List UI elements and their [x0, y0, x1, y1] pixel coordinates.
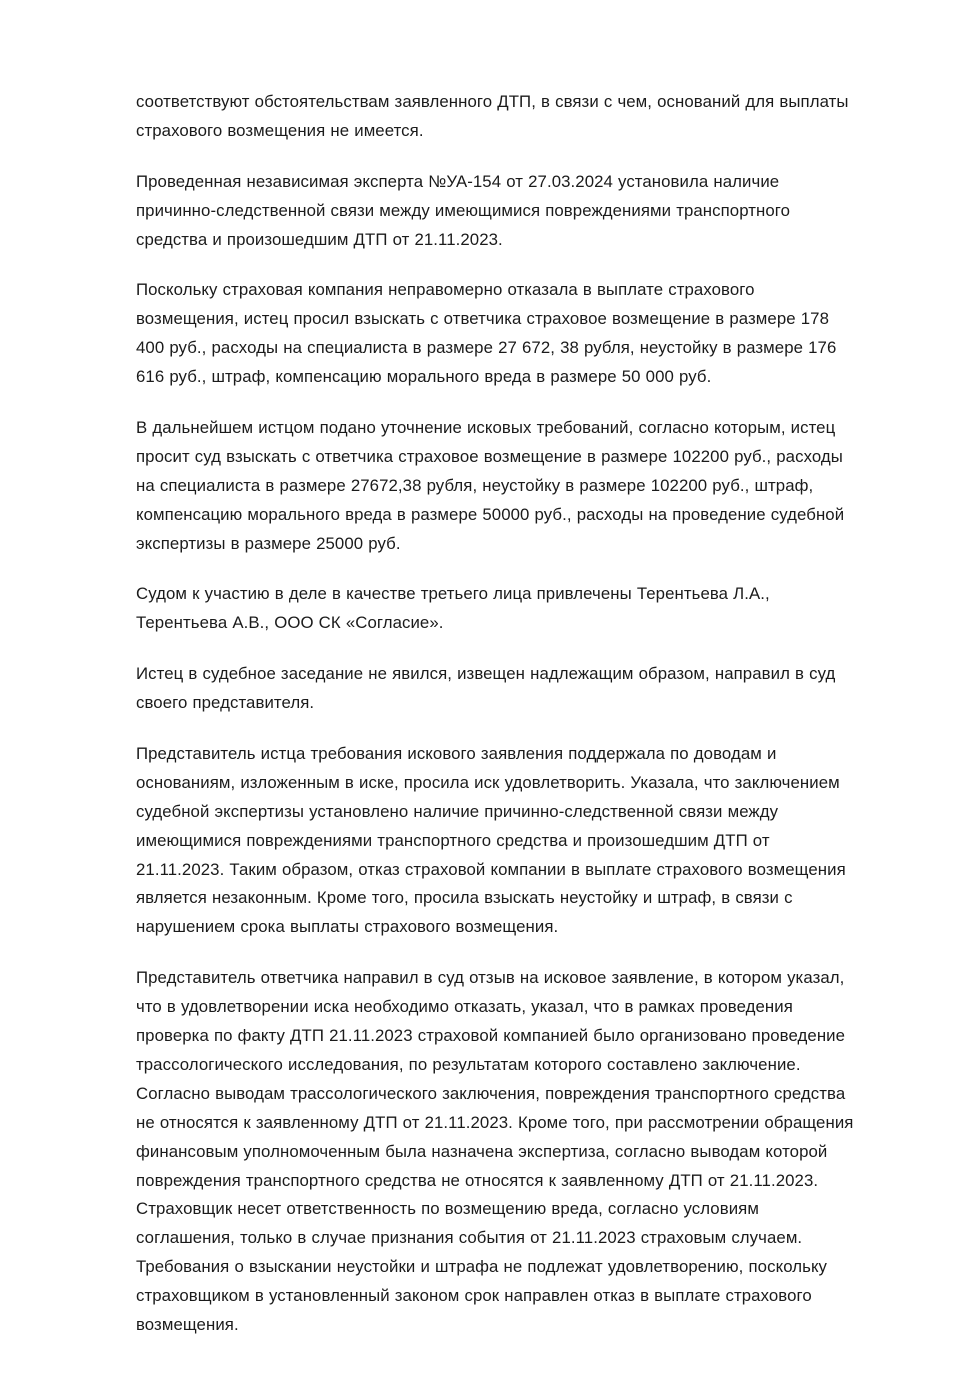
paragraph: Проведенная независимая эксперта №УА-154 от 27.03.2024 установила наличие причинно-следственной связи между имеющимися повреждениями транспортного средства и произошедшим ДТП от 21.11.2023. [136, 171, 791, 249]
paragraph: соответствуют обстоятельствам заявленного ДТП, в связи с чем, оснований для выплаты страхового возмещения не имеется. [136, 92, 849, 140]
document-body [136, 88, 854, 1340]
paragraph: Поскольку страховая компания неправомерно отказала в выплате страхового возмещения, истец просил взыскать с ответчика страховое возмещение в размере 178 400 руб., расходы на специалиста в размере 27 672, 38 рубля, неустойку в размере 176 616 руб., штраф, компенсацию морального вреда в размере 50 000 руб. [136, 280, 837, 387]
paragraph: В дальнейшем истцом подано уточнение исковых требований, согласно которым, истец просит суд взыскать с ответчика страховое возмещение в размере 102200 руб., расходы на специалиста в размере 27672,38 рубля, неустойку в размере 102200 руб., штраф, компенсацию морального вреда в размере 50000 руб., расходы на проведение судебной экспертизы в размере 25000 руб. [136, 418, 845, 553]
paragraph: Представитель истца требования искового заявления поддержала по доводам и основаниям, изложенным в иске, просила иск удовлетворить. Указала, что заключением судебной экспертизы установлено наличие причинно-следственной связи между имеющимися повреждениями транспортного средства и произошедшим ДТП от 21.11.2023. Таким образом, отказ страховой компании в выплате страхового возмещения является незаконным. Кроме того, просила взыскать неустойку и штраф, в связи с нарушением срока выплаты страхового возмещения. [136, 744, 846, 937]
paragraph: Судом к участию в деле в качестве третьего лица привлечены Терентьева Л.А., Терентьева А.В., ООО СК «Согласие». [136, 584, 770, 633]
paragraph: Представитель ответчика направил в суд отзыв на исковое заявление, в котором указал, что в удовлетворении иска необходимо отказать, указал, что в рамках проведения проверка по факту ДТП 21.11.2023 страховой компанией было организовано проведение трассологического исследования, по результатам которого составлено заключение. Согласно выводам трассологического заключения, повреждения транспортного средства не относятся к заявленному ДТП от 21.11.2023. Кроме того, при рассмотрении обращения финансовым уполномоченным была назначена экспертиза, согласно выводам которой повреждения транспортного средства не относятся к заявленному ДТП от 21.11.2023. Страховщик несет ответственность по возмещению вреда, согласно условиям соглашения, только в случае признания события от 21.11.2023 страховым случаем. Требования о взыскании неустойки и штрафа не подлежат удовлетворению, поскольку страховщиком в установленный законом срок направлен отказ в выплате страхового возмещения. [136, 968, 854, 1334]
paragraph: Истец в судебное заседание не явился, извещен надлежащим образом, направил в суд своего представителя. [136, 664, 836, 713]
